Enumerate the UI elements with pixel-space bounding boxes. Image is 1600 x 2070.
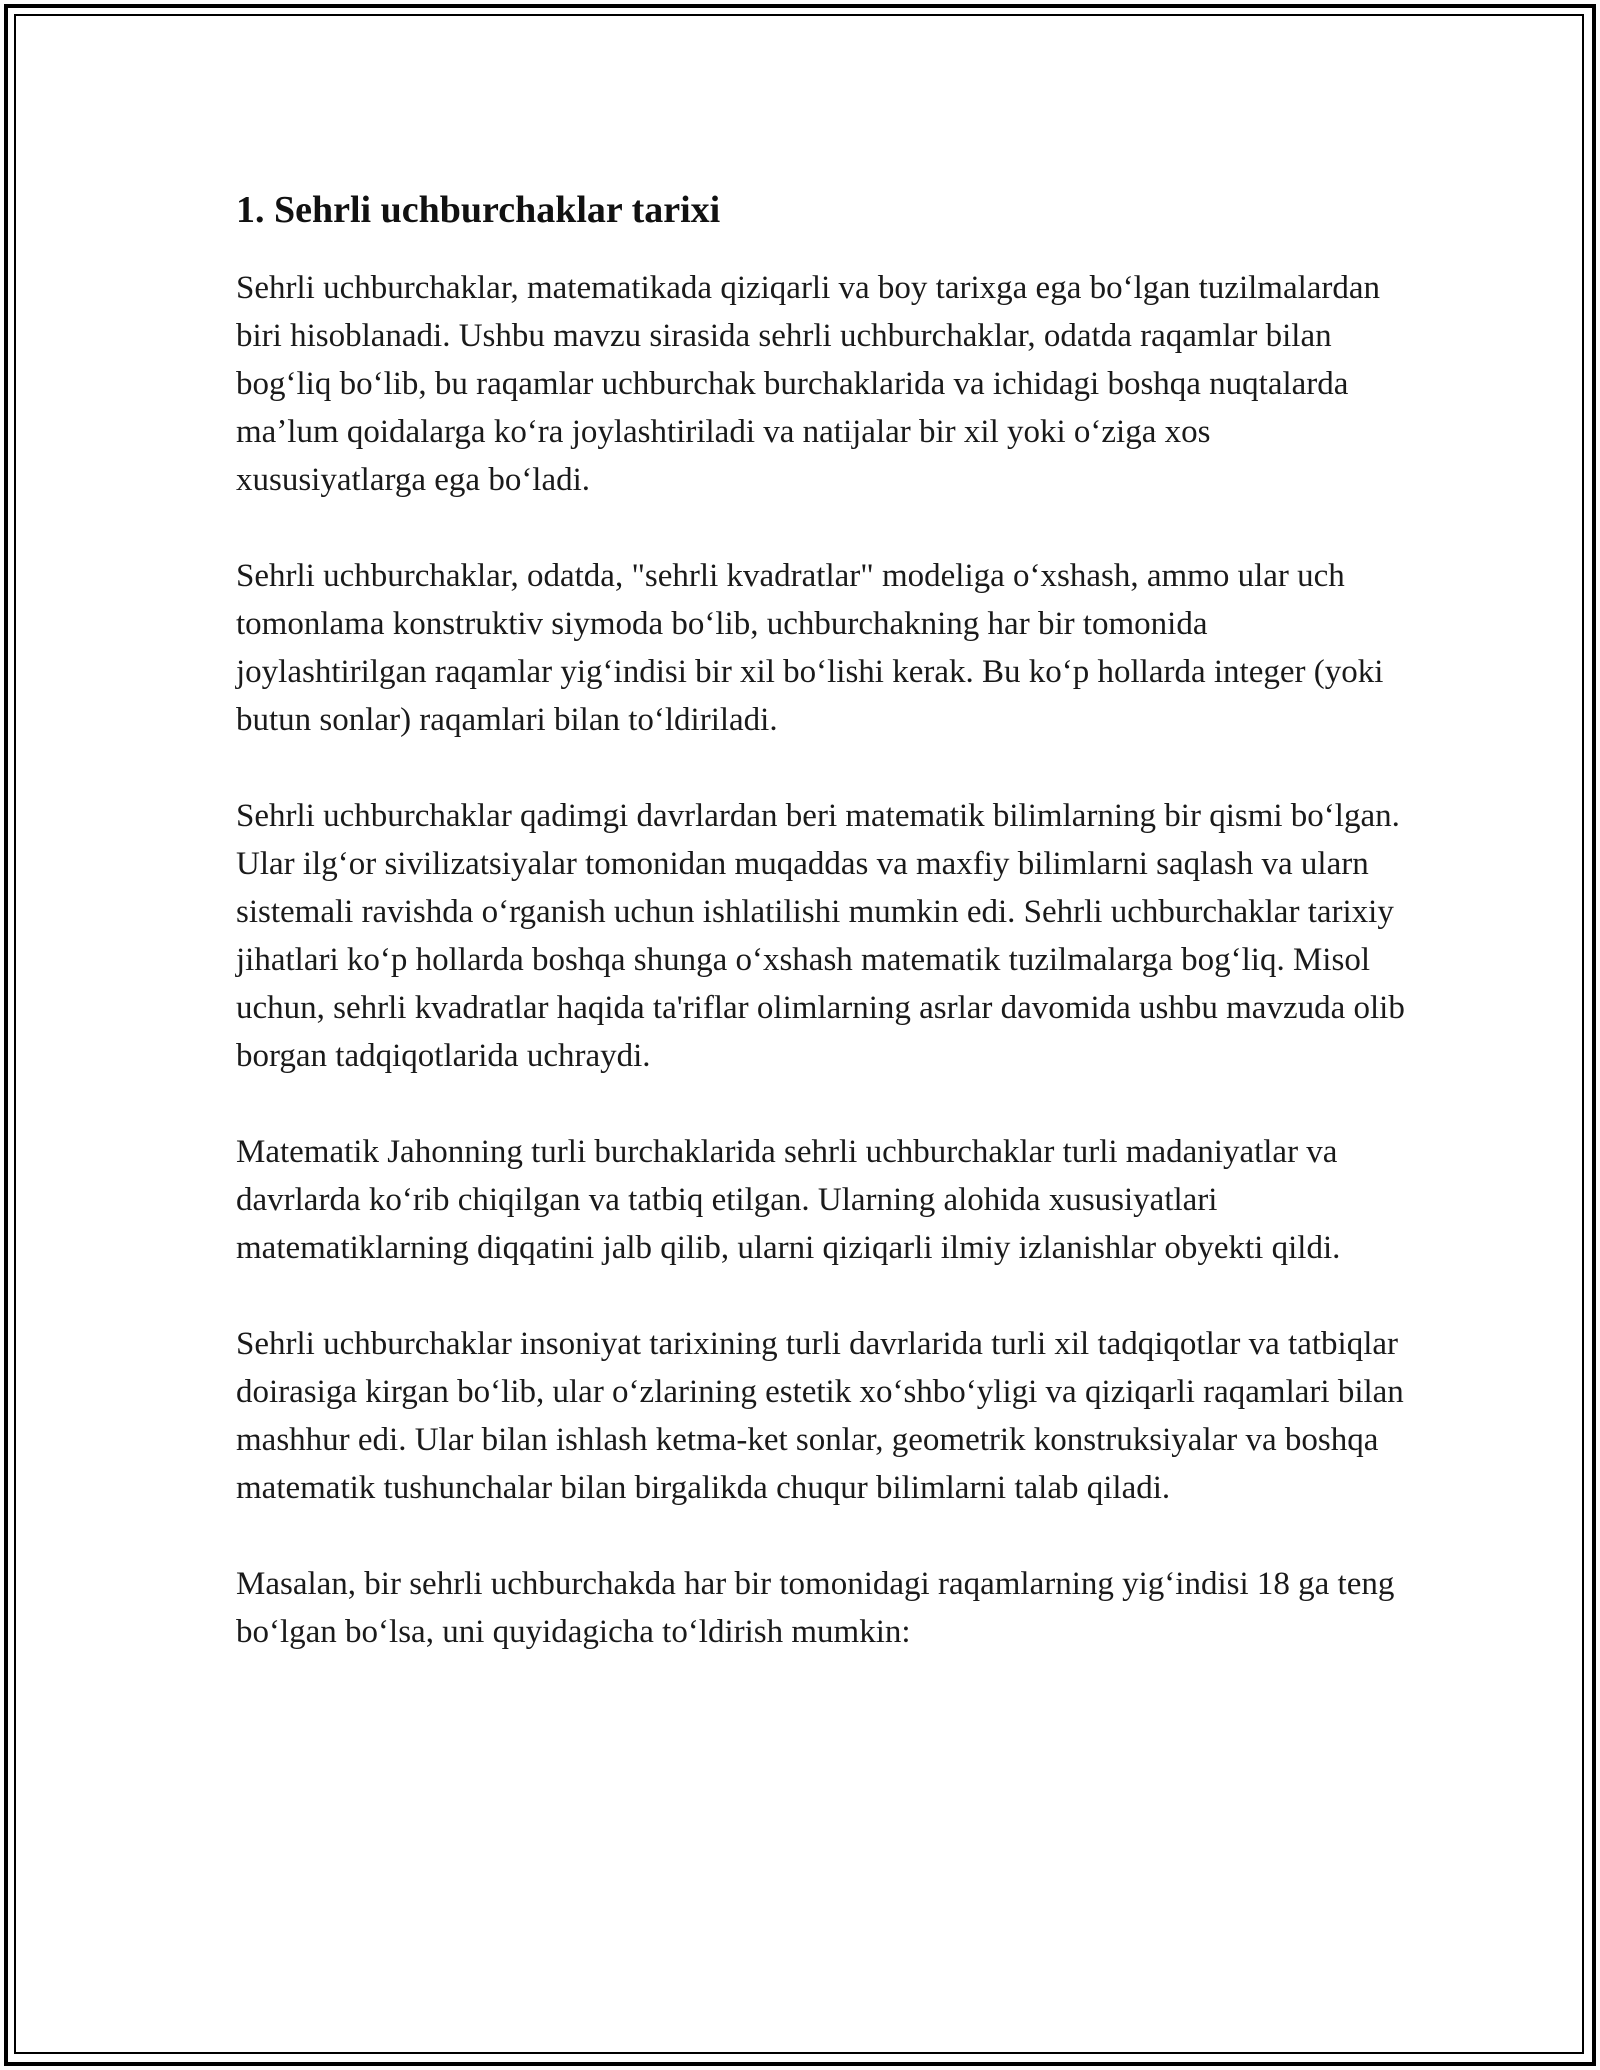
document-body: [236, 186, 1406, 1704]
paragraph-1: Sehrli uchburchaklar, matematikada qiziqarli va boy tarixga ega boʻlgan tuzilmalardan biri hisoblanadi. Ushbu mavzu sirasida sehrli uchburchaklar, odatda raqamlar bilan bogʻliq boʻlib, bu raqamlar uchburchak burchaklarida va ichidagi boshqa nuqtalarda maʼlum qoidalarga koʻra joylashtiriladi va natijalar bir xil yoki oʻziga xos xususiyatlarga ega boʻladi.: [236, 270, 1381, 498]
paragraph-6: Masalan, bir sehrli uchburchakda har bir tomonidagi raqamlarning yigʻindisi 18 ga teng boʻlgan boʻlsa, uni quyidagicha toʻldirish mumkin:: [236, 1566, 1395, 1650]
section-heading: 1. Sehrli uchburchaklar tarixi: [236, 189, 721, 231]
paragraph-5: Sehrli uchburchaklar insoniyat tarixining turli davrlarida turli xil tadqiqotlar va tatbiqlar doirasiga kirgan boʻlib, ular oʻzlarining estetik xoʻshboʻyligi va qiziqarli raqamlari bilan mashhur edi. Ular bilan ishlash ketma-ket sonlar, geometrik konstruksiyalar va boshqa matematik tushunchalar bilan birgalikda chuqur bilimlarni talab qiladi.: [236, 1326, 1404, 1506]
paragraph-2: Sehrli uchburchaklar, odatda, "sehrli kvadratlar" modeliga oʻxshash, ammo ular uch tomonlama konstruktiv siymoda boʻlib, uchburchakning har bir tomonida joylashtirilgan raqamlar yigʻindisi bir xil boʻlishi kerak. Bu koʻp hollarda integer (yoki butun sonlar) raqamlari bilan toʻldiriladi.: [236, 558, 1384, 738]
paragraph-4: Matematik Jahonning turli burchaklarida sehrli uchburchaklar turli madaniyatlar va davrlarda koʻrib chiqilgan va tatbiq etilgan. Ularning alohida xususiyatlari matematiklarning diqqatini jalb qilib, ularni qiziqarli ilmiy izlanishlar obyekti qildi.: [236, 1134, 1341, 1266]
paragraph-3: Sehrli uchburchaklar qadimgi davrlardan beri matematik bilimlarning bir qismi boʻlgan. Ular ilgʻor sivilizatsiyalar tomonidan muqaddas va maxfiy bilimlarni saqlash va ularn sistemali ravishda oʻrganish uchun ishlatilishi mumkin edi. Sehrli uchburchaklar tarixiy jihatlari koʻp hollarda boshqa shunga oʻxshash matematik tuzilmalarga bogʻliq. Misol uchun, sehrli kvadratlar haqida ta'riflar olimlarning asrlar davomida ushbu mavzuda olib borgan tadqiqotlarida uchraydi.: [236, 798, 1405, 1074]
